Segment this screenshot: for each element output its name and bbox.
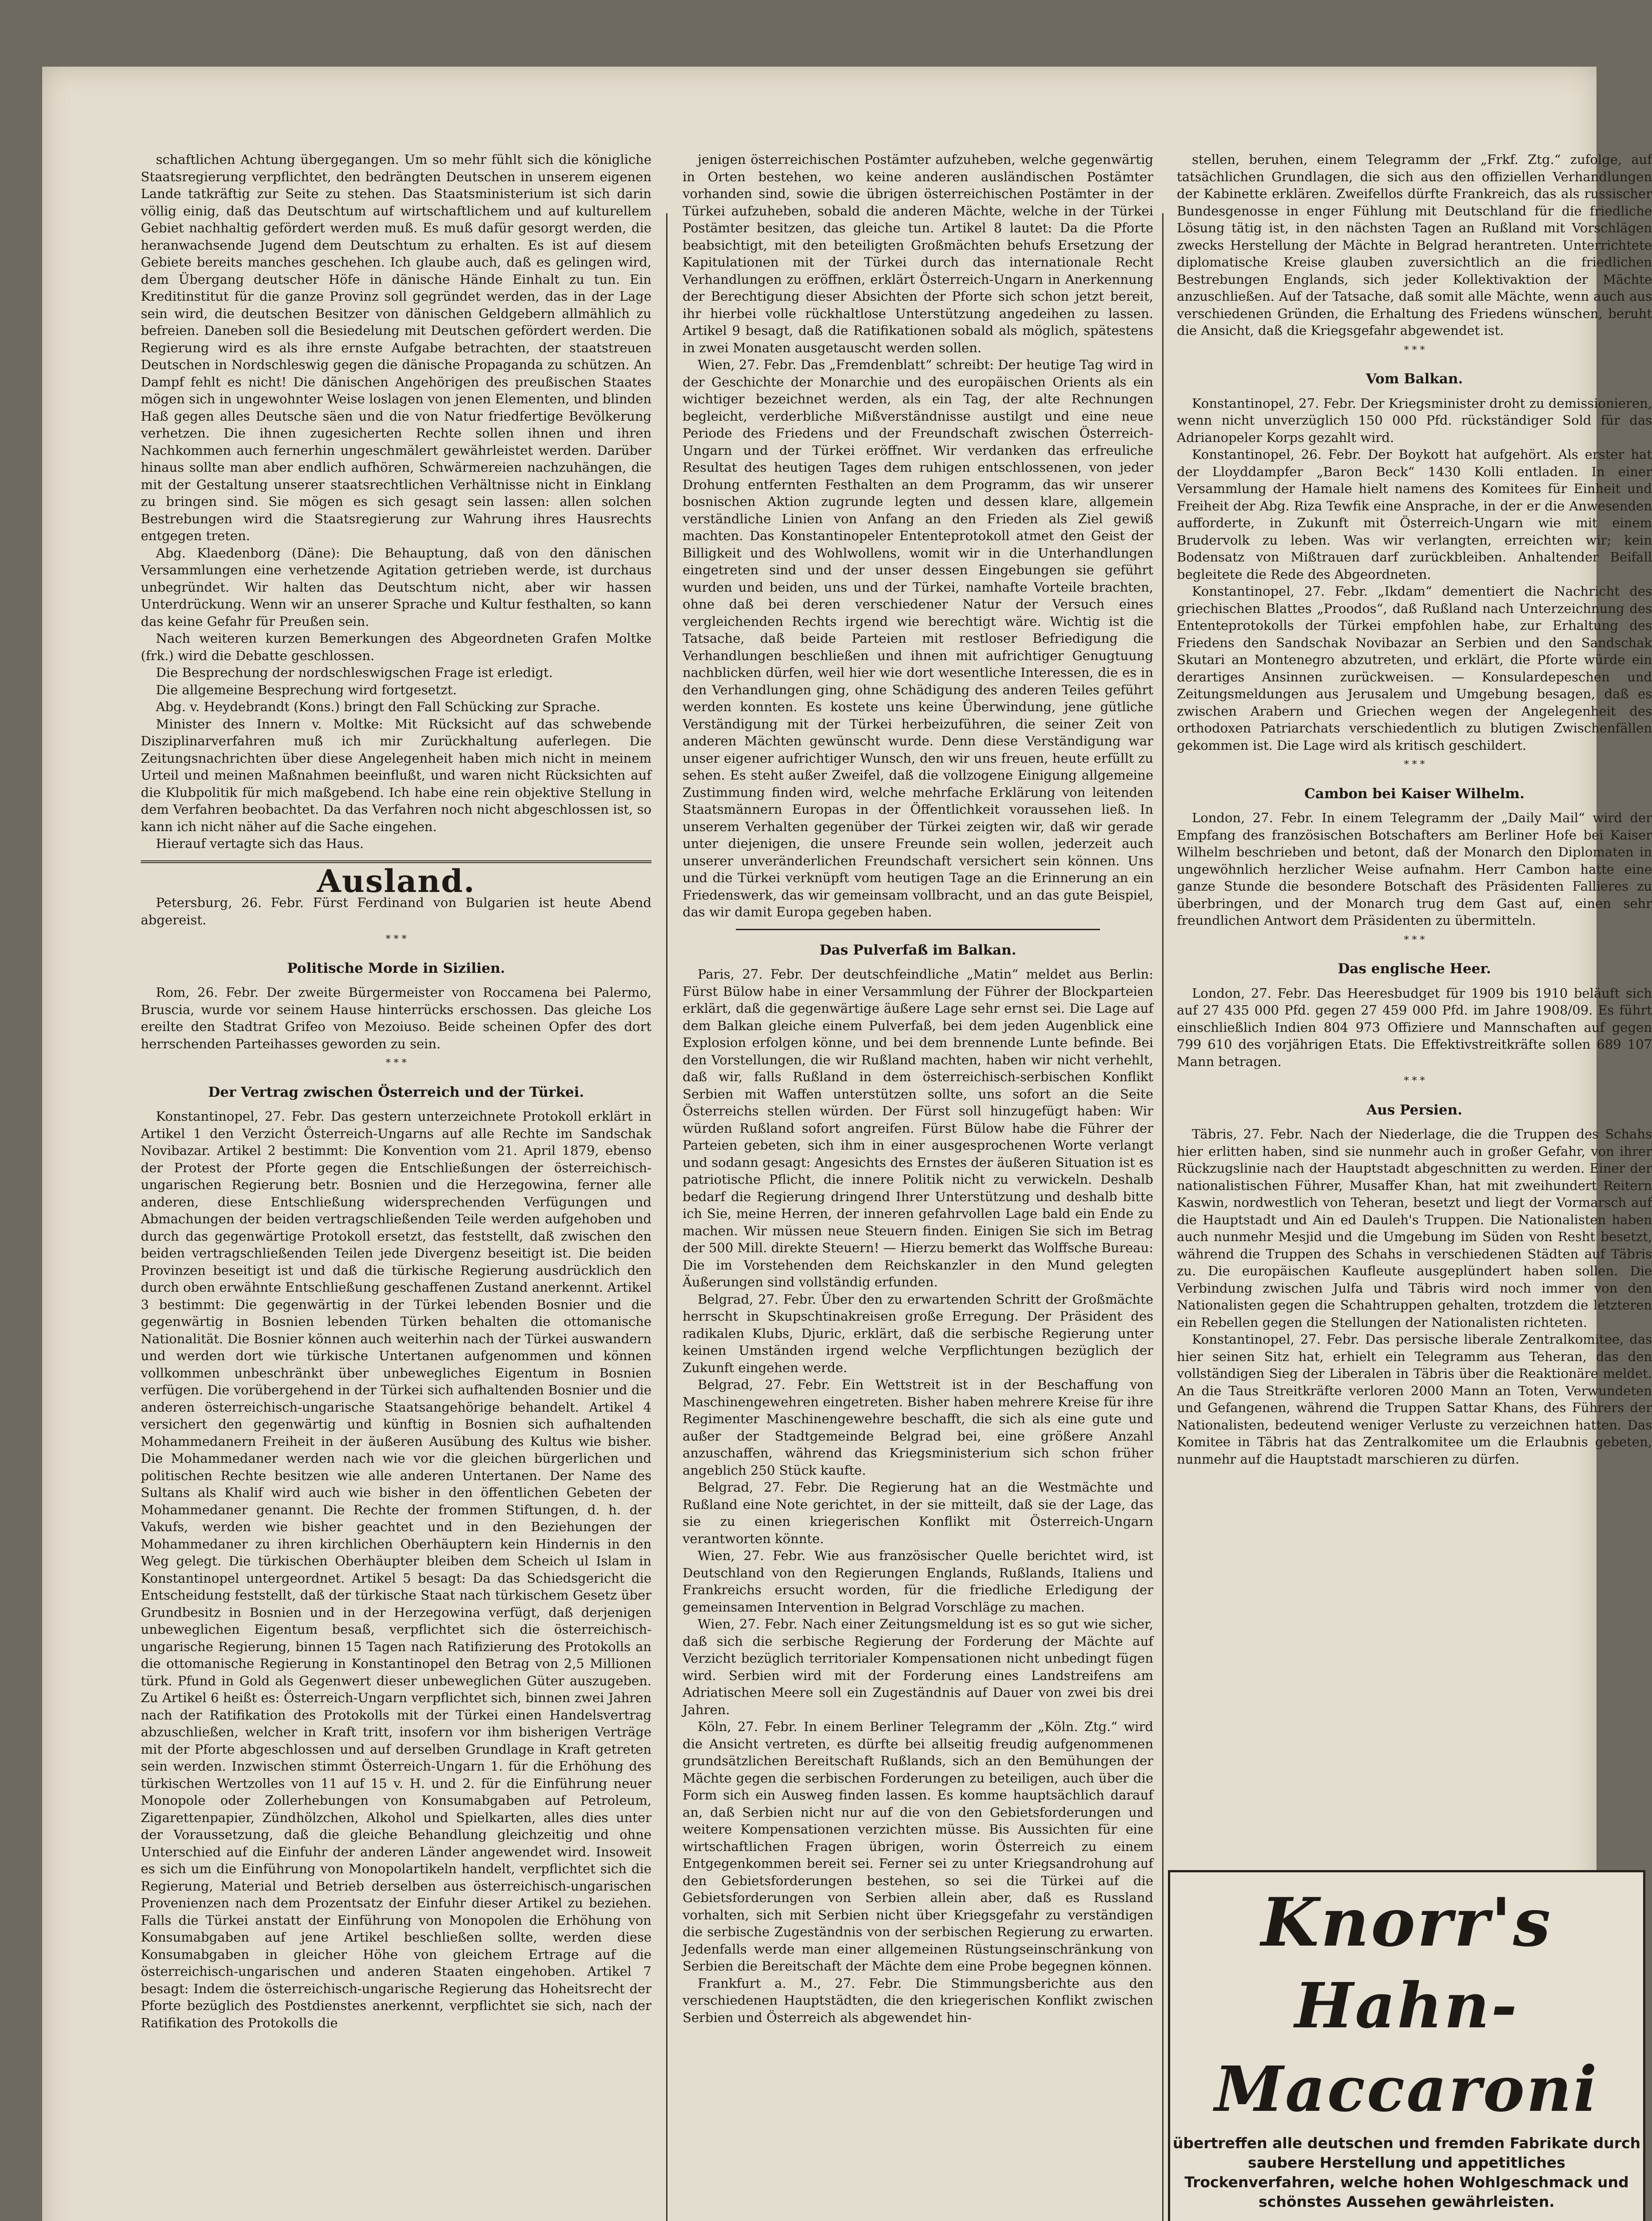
article-text: Minister des Innern v. Moltke: Mit Rücksicht auf das schwebende Disziplinarverfahren muß ich mir Zurückhaltung auferlegen. Die Zeitungsnachrichten über diese Angelegenheit haben mich nicht in meinem Urteil und meinen Maßnahmen beeinflußt, und waren nicht Rücksichten auf die Klubpolitik für mich maßgebend. Ich habe eine rein objektive Stellung in dem Verfahren beobachtet. Da das Verfahren noch nicht abgeschlossen ist, so kann ich nicht näher auf die Sache eingehen. (141, 716, 651, 834)
article-heading: Cambon bei Kaiser Wilhelm. (1304, 785, 1525, 802)
article-text: Die allgemeine Besprechung wird fortgesetzt. (156, 682, 457, 697)
article-text: Nach weiteren kurzen Bemerkungen des Abgeordneten Grafen Moltke (frk.) wird die Debatte geschlossen. (141, 631, 651, 663)
article-text: Abg. Klaedenborg (Däne): Die Behauptung, daß von den dänischen Versammlungen eine verhetzende Agitation getrieben werde, ist durchaus unbegründet. Wir halten das Deutschtum nicht, aber wir hassen Unterdrückung. Wenn wir an unserer Sprache und Kultur festhalten, so kann das keine Gefahr für Preußen sein. (141, 545, 651, 629)
article-text: London, 27. Febr. Das Heeresbudget für 1909 bis 1910 beläuft sich auf 27 435 000 Pfd. gegen 27 459 000 Pfd. im Jahre 1908/09. Es führt einschließlich Indien 804 973 Offiziere und Mannschaften auf gegen 799 610 des vorjährigen Etats. Die Effektivstreitkräfte sollen 689 107 Mann betragen. (1177, 985, 1652, 1069)
article-text: Petersburg, 26. Febr. Fürst Ferdinand von Bulgarien ist heute Abend abgereist. (141, 895, 651, 927)
column-left (141, 151, 651, 2221)
article-text: Hierauf vertagte sich das Haus. (156, 836, 364, 851)
divider-star: * * * (1404, 934, 1425, 946)
knorr-advertisement (1168, 1870, 1645, 2221)
article-text: Konstantinopel, 27. Febr. Das persische liberale Zentralkomitee, das hier seinen Sitz hat, erhielt ein Telegramm aus Teheran, das den vollständigen Sieg der Liberalen in Täbris über die Reaktionäre meldet. An die Taus Streitkräfte verloren 2000 Mann an Toten, Verwundeten und Gefangenen, während die Truppen Sattar Khans, des Führers der Nationalisten, bedeutend weniger Verluste zu verzeichnen hatten. Das Komitee in Täbris hat das Zentralkomitee um die Erlaubnis gebeten, nunmehr auf die Hauptstadt marschieren zu dürfen. (1177, 1332, 1652, 1467)
divider-rule (736, 929, 1100, 930)
knorr-brand-line: Hahn- (1295, 1970, 1519, 2042)
article-text: Konstantinopel, 27. Febr. „Ikdam“ dementiert die Nachricht des griechischen Blattes „Proodos“, daß Rußland nach Unterzeichnung des Ententeprotokolls der Türkei empfohlen habe, zur Erhaltung des Friedens den Sandschak Novibazar an Serbien und den Sandschak Skutari an Montenegro abzutreten, und erklärt, die Pforte würde ein derartiges Ansinnen zurückweisen. — Konsulardepeschen und Zeitungsmeldungen aus Jerusalem und Umgebung besagen, daß es zwischen Arabern und Griechen wegen der Angelegenheit des orthodoxen Patriarchats verschiedentlich zu blutigen Zwischenfällen gekommen ist. Die Lage wird als kritisch geschildert. (1177, 584, 1652, 753)
article-text: Paris, 27. Febr. Der deutschfeindliche „Matin“ meldet aus Berlin: Fürst Bülow habe in einer Versammlung der Führer der Blockparteien erklärt, daß die gegenwärtige äußere Lage sehr ernst sei. Die Lage auf dem Balkan gleiche einem Pulverfaß, bei dem jeden Augenblick eine Explosion erfolgen könne, und bei dem brennende Lunte befinde. Bei den Vorstellungen, die wir Rußland machten, haben wir nicht verhehlt, daß wir, falls Rußland in dem österreichisch-serbischen Konflikt Serbien mit Waffen unterstützen sollte, uns sofort an die Seite Österreichs stellen würden. Der Fürst soll hinzugefügt haben: Wir würden Rußland sofort angreifen. Fürst Bülow habe die Führer der Parteien gebeten, sich ihm in einer ausgesprochenen Worte verlangt und sodann gesagt: Angesichts des Ernstes der äußeren Situation ist es patriotische Pflicht, die innere Politik nicht zu verwickeln. Deshalb bedarf die Regierung dringend Ihrer Unterstützung und deshalb bitte ich Sie, meine Herren, der inneren gefahrvollen Lage bald ein Ende zu machen. Wir müssen neue Steuern finden. Einigen Sie sich im Betrag der 500 Mill. direkte Steuern! — Hierzu bemerkt das Wolffsche Bureau: Die im Vorstehenden dem Reichskanzler in den Mund gelegten Äußerungen sind vollständig erfunden. (683, 967, 1153, 1290)
article-text: Belgrad, 27. Febr. Ein Wettstreit ist in der Beschaffung von Maschinengewehren eingetreten. Bisher haben mehrere Kreise für ihre Regimenter Maschinengewehre beschafft, die sich als eine gute und außer der Stadtgemeinde Belgrad bei, eine größere Anzahl anzuschaffen, während das Kriegsministerium sich schon früher angeblich 250 Stück kaufte. (683, 1377, 1153, 1478)
article-heading: Aus Persien. (1366, 1102, 1462, 1118)
knorr-brand-line: Maccaroni (1215, 2053, 1599, 2126)
article-text: jenigen österreichischen Postämter aufzuheben, welche gegenwärtig in Orten bestehen, wo keine anderen ausländischen Postämter vorhanden sind, sowie die übrigen österreichischen Postämter in der Türkei aufzuheben, sobald die anderen Mächte, welche in der Türkei Postämter besitzen, das gleiche tun. Artikel 8 lautet: Da die Pforte beabsichtigt, mit den beteiligten Großmächten behufs Ersetzung der Kapitulationen mit der Türkei durch das internationale Recht Verhandlungen zu eröffnen, erklärt Österreich-Ungarn in Anerkennung der Berechtigung dieser Absichten der Pforte sich schon jetzt bereit, ihr hierbei volle rückhaltlose Unterstützung angedeihen zu lassen. Artikel 9 besagt, daß die Ratifikationen sobald als möglich, spätestens in zwei Monaten ausgetauscht werden sollen. (683, 152, 1153, 355)
article-text: Die Besprechung der nordschleswigschen Frage ist erledigt. (156, 665, 553, 680)
divider-star: * * * (385, 934, 407, 945)
article-text: Konstantinopel, 27. Febr. Der Kriegsminister droht zu demissionieren, wenn nicht unverzüglich 150 000 Pfd. rückständiger Sold für das Adrianopeler Korps gezahlt wird. (1177, 395, 1652, 445)
divider-star: * * * (1404, 759, 1425, 770)
article-heading: Politische Morde in Sizilien. (287, 960, 505, 976)
article-text: London, 27. Febr. In einem Telegramm der „Daily Mail“ wird der Empfang des französischen Botschafters am Berliner Hofe bei Kaiser Wilhelm beschrieben und betont, daß der Monarch den Diplomaten in ungewöhnlich herzlicher Weise aufnahm. Herr Cambon hatte eine ganze Stunde die besondere Botschaft des Präsidenten Fallieres zu überbringen, und der Monarch trug dem Gast auf, einen sehr freundlichen Antwort dem Präsidenten zu übermitteln. (1177, 810, 1652, 928)
article-text: Wien, 27. Febr. Wie aus französischer Quelle berichtet wird, ist Deutschland von den Regierungen Englands, Rußlands, Italiens und Frankreichs ersucht worden, für die friedliche Erledigung der gemeinsamen Intervention in Belgrad Vorschläge zu machen. (683, 1548, 1153, 1615)
column-divider (1162, 213, 1164, 2221)
article-text: Rom, 26. Febr. Der zweite Bürgermeister von Roccamena bei Palermo, Bruscia, wurde vor seinem Hause hinterrücks erschossen. Das gleiche Los ereilte den Stadtrat Grifeo von Mezoiuso. Beide scheinen Opfer des dort herrschenden Parteihasses geworden zu sein. (141, 985, 651, 1051)
divider-star: * * * (385, 1058, 407, 1069)
article-text: Konstantinopel, 27. Febr. Das gestern unterzeichnete Protokoll erklärt in Artikel 1 den Verzicht Österreich-Ungarns auf alle Rechte im Sandschak Novibazar. Artikel 2 bestimmt: Die Konvention vom 21. April 1879, ebenso der Protest der Pforte gegen die Entschließungen der österreichisch-ungarischen Regierung betr. Bosnien und die Herzegowina, ferner alle anderen, diese Entschließung widersprechenden Verfügungen und Abmachungen der beiden vertragschließenden Teile werden aufgehoben und durch das gegenwärtige Protokoll ersetzt, das feststellt, daß zwischen den beiden vertragschließenden Teilen jede Divergenz beseitigt ist. Die beiden Provinzen beseitigt ist und daß die türkische Regierung ausdrücklich den durch oben erwähnte Entschließung geschaffenen Zustand anerkennt. Artikel 3 bestimmt: Die gegenwärtig in der Türkei lebenden Bosnier und die gegenwärtig in Bosnien lebenden Türken behalten die ottomanische Nationalität. Die Bosnier können auch weiterhin nach der Türkei auswandern und werden dort wie türkische Untertanen aufgenommen und können vollkommen unbeschränkt über unbewegliches Eigentum in Bosnien verfügen. Die vorübergehend in der Türkei sich aufhaltenden Bosnier und die anderen österreichisch-ungarische Staatsangehörige behandelt. Artikel 4 versichert den gegenwärtig und künftig in Bosnien sich aufhaltenden Mohammedanern Freiheit in der äußeren Ausübung des Kultus wie bisher. Die Mohammedaner werden nach wie vor die gleichen bürgerlichen und politischen Rechte besitzen wie alle anderen Untertanen. Der Name des Sultans als Khalif wird auch wie bisher in den öffentlichen Gebeten der Mohammedaner genannt. Die Rechte der frommen Stiftungen, d. h. der Vakufs, werden wie bisher geachtet und in den Beziehungen der Mohammedaner zu ihren kirchlichen Oberhäuptern kein Hindernis in den Weg gelegt. Die türkischen Oberhäupter bleiben dem Scheich ul Islam in Konstantinopel untergeordnet. Artikel 5 besagt: Da das Schiedsgericht die Entscheidung feststellt, daß der türkische Staat nach türkischem Gesetz über Grundbesitz in Bosnien und in der Herzegowina verfügt, daß derjenigen unbeweglichen Eigentum besaß, verpflichtet sich die österreichisch-ungarische Regierung, binnen 15 Tagen nach Ratifizierung des Protokolls an die ottomanische Regierung in Konstantinopel den Betrag von 2,5 Millionen türk. Pfund in Gold als Gegenwert dieser unbeweglichen Güter auszugeben. Zu Artikel 6 heißt es: Österreich-Ungarn verpflichtet sich, binnen zwei Jahren nach der Ratifikation des Protokolls mit der Türkei einen Handelsvertrag abzuschließen, welcher in Kraft tritt, insofern vor ihm bisherigen Verträge mit der Pforte abgeschlossen und auf derselben Grundlage in Kraft getreten sein werden. Inzwischen stimmt Österreich-Ungarn 1. für die Erhöhung des türkischen Wertzolles von 11 auf 15 v. H. und 2. für die Einführung neuer Monopole oder Zollerhebungen von Konsumabgaben auf Petroleum, Zigarettenpapier, Zündhölzchen, Alkohol und Spielkarten, alles dies unter der Voraussetzung, daß die gleiche Behandlung gleichzeitig und ohne Unterschied auf die Einfuhr der anderen Länder angewendet wird. Insoweit es sich um die Einführung von Monopolartikeln handelt, verpflichtet sich die Regierung, Material und Betrieb derselben aus österreichisch-ungarischen Provenienzen nach dem Prozentsatz der Einfuhr dieser Artikel zu beziehen. Falls die Türkei anstatt der Einführung von Monopolen die Erhöhung von Konsumabgaben auf jene Artikel beschließen sollte, werden diese Konsumabgaben in gleicher Höhe von gleichem Ertrage auf die österreichisch-ungarischen und anderen Staaten eingehoben. Artikel 7 besagt: Indem die österreichisch-ungarische Regierung das Hoheitsrecht der Pforte bezüglich des Postdienstes anerkennt, verpflichtet sie sich, nach der Ratifikation des Protokolls die (141, 1109, 651, 2030)
article-text: Belgrad, 27. Febr. Über den zu erwartenden Schritt der Großmächte herrscht in Skupschtinakreisen große Erregung. Der Präsident des radikalen Klubs, Djuric, erklärt, daß die serbische Regierung unter keinen Umständen irgend welche Verpflichtungen bezüglich der Zukunft eingehen werde. (683, 1291, 1153, 1375)
article-heading: Der Vertrag zwischen Österreich und der Türkei. (208, 1084, 584, 1100)
section-title-ausland: Ausland. (141, 860, 651, 890)
article-text: Abg. v. Heydebrandt (Kons.) bringt den Fall Schücking zur Sprache. (156, 699, 600, 714)
article-text: Wien, 27. Febr. Nach einer Zeitungsmeldung ist es so gut wie sicher, daß sich die serbische Regierung der Forderung der Mächte auf Verzicht bezüglich territorialer Kompensationen nicht unbedingt fügen wird. Serbien wird mit der Forderung eines Landstreifens am Adriatischen Meere soll ein Zugeständnis auf Dauer von zwei bis drei Jahren. (683, 1616, 1153, 1717)
article-text: Köln, 27. Febr. In einem Berliner Telegramm der „Köln. Ztg.“ wird die Ansicht vertreten, es dürfte bei allseitig freudig aufgenommenen grundsätzlichen Bereitschaft Rußlands, sich an den Bemühungen der Mächte gegen die serbischen Forderungen zu beteiligen, auch über die Form sich ein Ausweg finden lassen. Es komme hauptsächlich darauf an, daß Serbien nicht nur auf die von den Gebietsforderungen und weitere Kompensationen verzichten müsse. Bis Aussichten für eine wirtschaftlichen Fragen übrigen, worin Österreich zu einem Entgegenkommen bereit sei. Ferner sei zu unter Kriegsandrohung auf den Gebietsforderungen bestehen, so sei die Türkei auf die Gebietsforderungen von Serbien allein aber, daß es Russland vorhalten, sich mit Serbien nicht über Kriegsgefahr zu verständigen die serbische Zugeständnis von der serbischen Regierung zu erwarten. Jedenfalls werde man einer allgemeinen Rüstungseinschränkung von Serbien die Bereitschaft der Mächte dem eine Probe begegnen können. (683, 1719, 1153, 1974)
article-text: Wien, 27. Febr. Das „Fremdenblatt“ schreibt: Der heutige Tag wird in der Geschichte der Monarchie und des europäischen Orients als ein wichtiger bezeichnet werden, als ein Tag, der alte Rechnungen begleicht, verderbliche Mißverständnisse austilgt und eine neue Periode des Friedens und der Freundschaft zwischen Österreich-Ungarn und der Türkei eröffnet. Wir verdanken das erfreuliche Resultat des heutigen Tages dem ruhigen entschlossenen, von jeder Drohung entfernten Festhalten an dem Programm, das wir unserer bosnischen Aktion zugrunde legten und dessen klare, allgemein verständliche Linien von Anfang an den Frieden als Ziel gewiß machten. Das Konstantinopeler Ententeprotokoll atmet den Geist der Billigkeit und des Wohlwollens, womit wir in die Unterhandlungen eingetreten sind und der unser dessen Eingebungen sie geführt wurden und beiden, uns und der Türkei, namhafte Vorteile brachten, ohne daß bei deren verschiedener Natur der Versuch eines vergleichenden Rechts irgend wie berechtigt wäre. Wichtig ist die Tatsache, daß beide Parteien mit restloser Befriedigung die Verhandlungen beschließen und ihnen mit aufrichtiger Genugtuung nachblicken dürfen, weil hier wie dort wesentliche Interessen, die es in den Verhandlungen ging, ohne Schädigung des anderen Teiles geführt werden konnten. Es kostete uns keine Überwindung, jene gütliche Verständigung mit der Türkei herbeizuführen, die seiner Zeit von anderen Mächten gewünscht wurde. Denn diese Verständigung war unser eigener aufrichtiger Wunsch, den wir uns freuen, heute erfüllt zu sehen. Es steht außer Zweifel, daß die vollzogene Einigung allgemeine Zustimmung finden wird, welche mehrfache Erklärung von leitenden Staatsmännern Europas in der Öffentlichkeit voraussehen ließ. In unserem Verhalten gegenüber der Türkei zeigten wir, daß wir gerade unter diejenigen, die unsere Freunde sein wollen, jederzeit auch unserer unveränderlichen Freundschaft versichert sein können. Uns und die Türkei verknüpft vom heutigen Tage an die Erinnerung an ein Friedenswerk, das wir gemeinsam vollbracht, und an das gute Beispiel, das wir damit Europa gegeben haben. (683, 357, 1153, 919)
column-middle (683, 151, 1153, 2221)
article-text: stellen, beruhen, einem Telegramm der „Frkf. Ztg.“ zufolge, auf tatsächlichen Grundlagen, die sich aus den offiziellen Verhandlungen der Kabinette erklären. Zweifellos dürfte Frankreich, das als russischer Bundesgenosse in enger Fühlung mit Deutschland für die friedliche Lösung tätig ist, in den nächsten Tagen an Rußland mit Vorschlägen zwecks Herstellung der Mächte in Belgrad herantreten. Unterrichtete diplomatische Kreise glauben zuversichtlich an die friedlichen Bestrebungen Englands, sich jeder Kollektivaktion der Mächte anzuschließen. Auf der Tatsache, daß somit alle Mächte, wenn auch aus verschiedenen Gründen, die Erhaltung des Friedens wünschen, beruht die Ansicht, daß die Kriegsgefahr abgewendet ist. (1177, 152, 1652, 338)
article-text: Konstantinopel, 26. Febr. Der Boykott hat aufgehört. Als erster hat der Lloyddampfer „Baron Beck“ 1430 Kolli entladen. In einer Versammlung der Hamale hielt namens des Komitees für Einheit und Freiheit der Abg. Riza Tewfik eine Ansprache, in der er die Anwesenden aufforderte, in Zukunft mit Österreich-Ungarn wie mit einem Brudervolk zu leben. Was wir verlangten, erreichten wir; kein Bodensatz von Mißtrauen darf zurückbleiben. Anhaltender Beifall begleitete die Rede des Abgeordneten. (1177, 447, 1652, 582)
column-divider (666, 213, 667, 2221)
divider-star: * * * (1404, 344, 1425, 356)
newspaper-page (42, 67, 1652, 2221)
article-text: Frankfurt a. M., 27. Febr. Die Stimmungsberichte aus den verschiedenen Hauptstädten, die den kriegerischen Konflikt zwischen Serbien und Österreich als abgewendet hin- (683, 1975, 1153, 2025)
article-heading: Das Pulverfaß im Balkan. (819, 942, 1017, 958)
knorr-brand-line: Knorr's (1261, 1883, 1553, 1962)
knorr-ad-text: übertreffen alle deutschen und fremden Fabrikate durch saubere Herstellung und appetitliches Trockenverfahren, welche hohen Wohlgeschmack und schönstes Aussehen gewährleisten. (1172, 2134, 1641, 2210)
article-text: Belgrad, 27. Febr. Die Regierung hat an die Westmächte und Rußland eine Note gerichtet, in der sie mitteilt, daß sie der Lage, das sie zu einen kriegerischen Konflikt mit Österreich-Ungarn verantworten könnte. (683, 1480, 1153, 1546)
divider-star: * * * (1404, 1075, 1425, 1087)
article-text: schaftlichen Achtung übergegangen. Um so mehr fühlt sich die königliche Staatsregierung verpflichtet, den bedrängten Deutschen in unserem eigenen Lande tatkräftig zur Seite zu stehen. Das Staatsministerium ist sich darin völlig einig, daß das Deutschtum auf wirtschaftlichem und auf kulturellem Gebiet nachhaltig gefördert werden muß. Es muß dafür gesorgt werden, die heranwachsende Jugend dem Deutschtum zu erhalten. Es ist auf diesem Gebiete bereits manches geschehen. Ich glaube auch, daß es gelingen wird, dem Übergang deutscher Höfe in dänische Hände Einhalt zu tun. Ein Kreditinstitut für die ganze Provinz soll gegründet werden, das in der Lage sein wird, die deutschen Besitzer von dänischen Geldgebern allmählich zu befreien. Daneben soll die Besiedelung mit Deutschen gefördert werden. Die Regierung wird es als ihre ernste Aufgabe betrachten, der staatstreuen Deutschen in Nordschleswig gegen die dänische Propaganda zu schützen. An Dampf fehlt es nicht! Die dänischen Angehörigen des preußischen Staates mögen sich in ungewohnter Weise loslagen von jenen Elementen, und blinden Haß gegen alles Deutsche säen und die von Natur friedfertige Bevölkerung verhetzen. Die ihnen zugesicherten Rechte sollen ihnen und ihren Nachkommen auch fernerhin ungeschmälert gewährleistet werden. Darüber hinaus sollte man aber endlich aufhören, Schwärmereien nachzuhängen, die mit der Gestaltung unserer staatsrechtlichen Verhältnisse nicht in Einklang zu bringen sind. Sie mögen es sich gesagt sein lassen: allen solchen Bestrebungen wird die Staatsregierung zur Wahrung ihres Hausrechts entgegen treten. (141, 152, 651, 543)
article-heading: Vom Balkan. (1366, 371, 1463, 387)
article-text: Täbris, 27. Febr. Nach der Niederlage, die die Truppen des Schahs hier erlitten haben, sind sie nunmehr auch in großer Gefahr, von ihrer Rückzugslinie nach der Hauptstadt abgeschnitten zu werden. Einer der nationalistischen Führer, Musaffer Khan, hat mit zweihundert Reitern Kaswin, nordwestlich von Teheran, besetzt und liegt der Vormarsch auf die Hauptstadt und Ain ed Dauleh's Truppen. Die Nationalisten haben auch nunmehr Mesjid und die Umgebung im Süden von Resht besetzt, während die Truppen des Schahs in verschiedenen Städten auf Täbris zu. Die europäischen Kaufleute ausgeplündert haben sollen. Die Verbindung zwischen Julfa und Täbris wird noch immer von den Nationalisten gegen die Schahtruppen gehalten, trotzdem die letzteren ein Rebellen gegen die Stellungen der Nationalisten richteten. (1177, 1126, 1652, 1330)
column-right (1177, 151, 1652, 1467)
article-heading: Das englische Heer. (1338, 961, 1491, 977)
